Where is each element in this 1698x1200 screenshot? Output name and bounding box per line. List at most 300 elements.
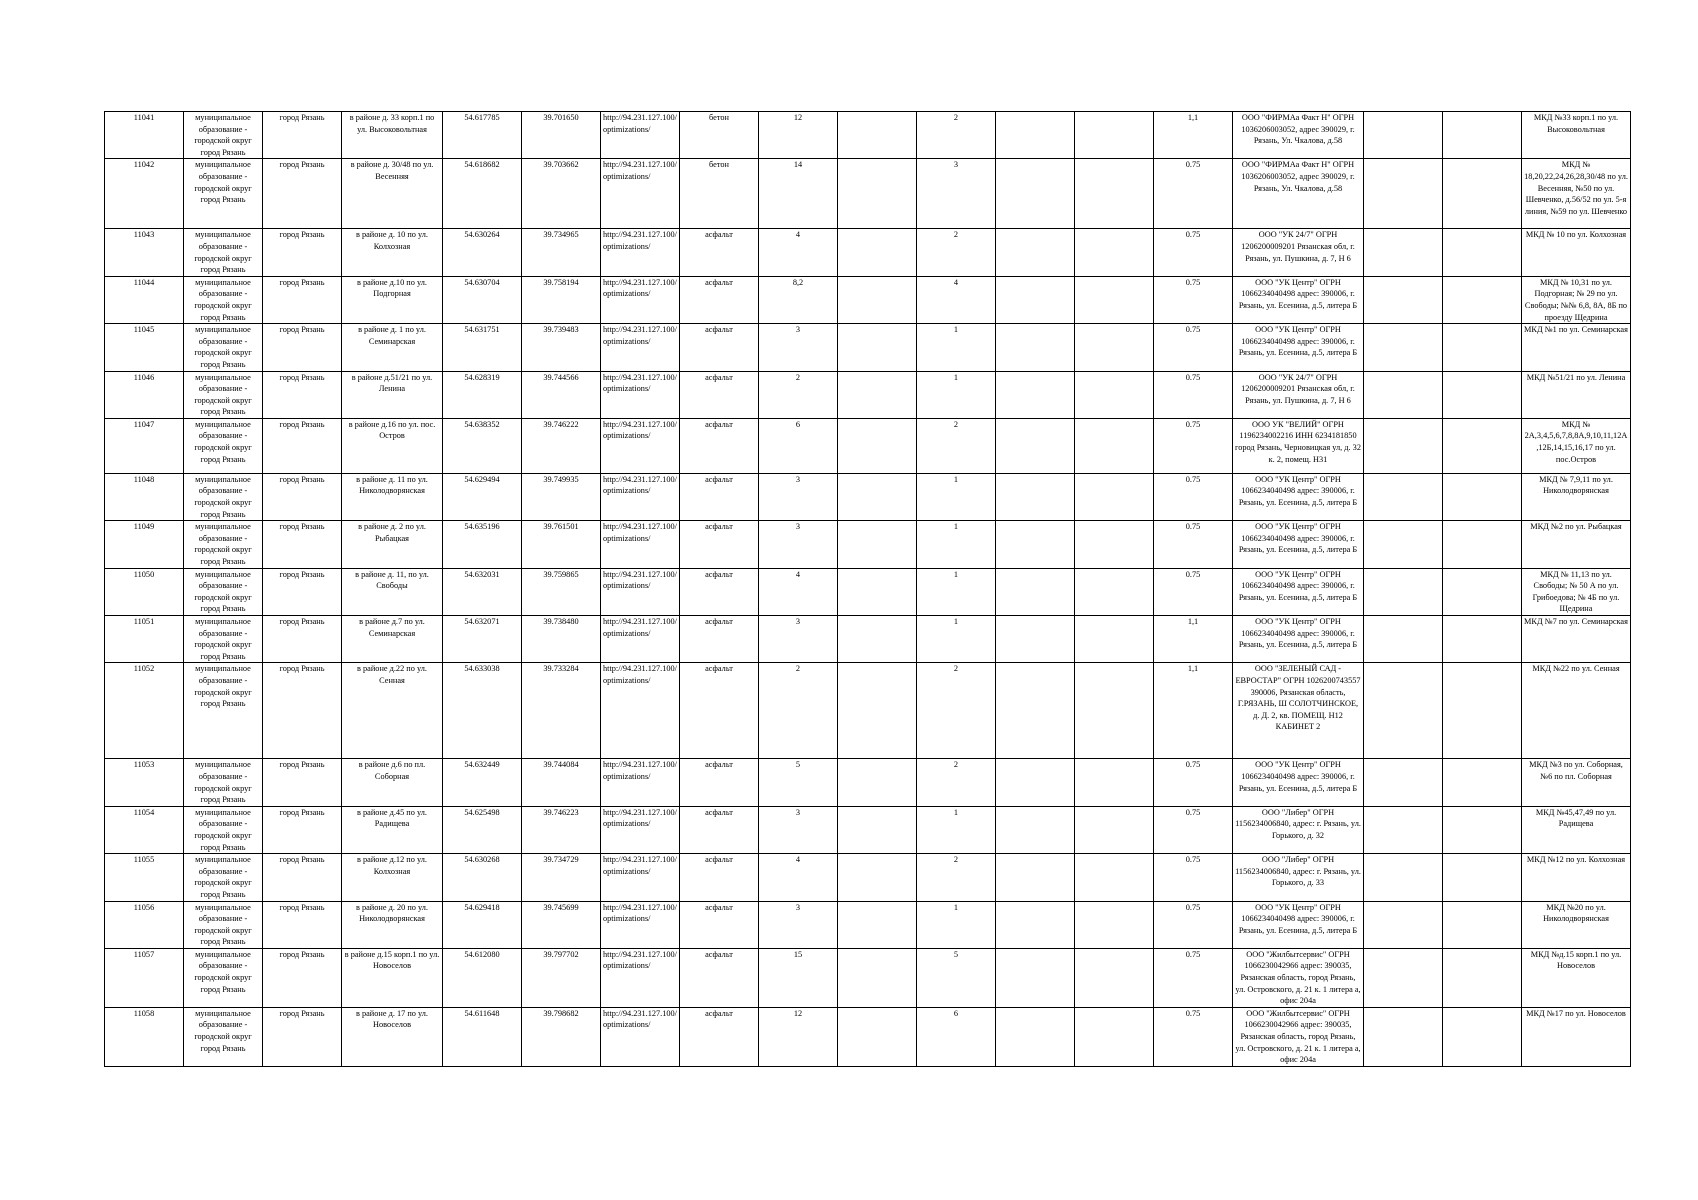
volume-cell: 0.75 — [1154, 521, 1233, 568]
url-cell: http://94.231.127.100/optimizations/ — [601, 473, 680, 520]
longitude-cell: 39.745699 — [522, 901, 601, 948]
area-cell: 3 — [759, 806, 838, 853]
volume-cell: 1,1 — [1154, 616, 1233, 663]
row-id: 11047 — [105, 418, 184, 473]
url-cell: http://94.231.127.100/optimizations/ — [601, 371, 680, 418]
empty-cell — [838, 948, 917, 1007]
city-cell: город Рязань — [263, 948, 342, 1007]
volume-cell: 0.75 — [1154, 276, 1233, 323]
latitude-cell: 54.632031 — [443, 568, 522, 615]
surface-cell: асфальт — [680, 521, 759, 568]
longitude-cell: 39.798682 — [522, 1007, 601, 1066]
empty-cell — [1364, 159, 1443, 229]
municipality-cell: муниципальное образование - городской округ город Рязань — [184, 663, 263, 759]
longitude-cell: 39.746223 — [522, 806, 601, 853]
mkd-cell: МКД №33 корп.1 по ул. Высоковольтная — [1522, 112, 1631, 159]
row-id: 11044 — [105, 276, 184, 323]
mkd-cell: МКД №д.15 корп.1 по ул. Новоселов — [1522, 948, 1631, 1007]
municipality-cell: муниципальное образование - городской округ город Рязань — [184, 276, 263, 323]
empty-cell — [1443, 473, 1522, 520]
empty-cell — [1075, 616, 1154, 663]
empty-cell — [838, 616, 917, 663]
empty-cell — [1443, 521, 1522, 568]
mkd-cell: МКД № 18,20,22,24,26,28,30/48 по ул. Весенняя, №50 по ул. Шевченко, д.56/52 по ул. 5-я линия, №59 по ул. Шевченко — [1522, 159, 1631, 229]
table-row — [105, 418, 1631, 473]
volume-cell: 0.75 — [1154, 159, 1233, 229]
city-cell: город Рязань — [263, 1007, 342, 1066]
empty-cell — [1364, 229, 1443, 276]
latitude-cell: 54.629418 — [443, 901, 522, 948]
count-cell: 2 — [917, 759, 996, 806]
empty-cell — [1364, 112, 1443, 159]
latitude-cell: 54.618682 — [443, 159, 522, 229]
organization-cell: ООО "УК Центр" ОГРН 1066234040498 адрес: 390006, г. Рязань, ул. Есенина, д.5, литера Б — [1233, 616, 1364, 663]
row-id: 11050 — [105, 568, 184, 615]
area-cell: 3 — [759, 324, 838, 371]
area-cell: 2 — [759, 371, 838, 418]
organization-cell: ООО "Жилбытсервис" ОГРН 1066230042966 адрес: 390035, Рязанская область, город Рязань, ул. Островского, д. 21 к. 1 литера а, офис 204а — [1233, 1007, 1364, 1066]
latitude-cell: 54.630264 — [443, 229, 522, 276]
organization-cell: ООО "Жилбытсервис" ОГРН 1066230042966 адрес: 390035, Рязанская область, город Рязань, ул. Островского, д. 21 к. 1 литера а, офис 204а — [1233, 948, 1364, 1007]
empty-cell — [1364, 854, 1443, 901]
empty-cell — [838, 568, 917, 615]
city-cell: город Рязань — [263, 759, 342, 806]
volume-cell: 0.75 — [1154, 371, 1233, 418]
count-cell: 2 — [917, 229, 996, 276]
organization-cell: ООО "Либер" ОГРН 1156234006840, адрес: г. Рязань, ул. Горького, д. 32 — [1233, 806, 1364, 853]
volume-cell: 1,1 — [1154, 663, 1233, 759]
surface-cell: асфальт — [680, 948, 759, 1007]
address-cell: в районе д. 1 по ул. Семинарская — [342, 324, 443, 371]
city-cell: город Рязань — [263, 276, 342, 323]
row-id: 11045 — [105, 324, 184, 371]
empty-cell — [1443, 418, 1522, 473]
empty-cell — [1364, 759, 1443, 806]
volume-cell: 0.75 — [1154, 806, 1233, 853]
table-row — [105, 159, 1631, 229]
city-cell: город Рязань — [263, 371, 342, 418]
empty-cell — [996, 324, 1075, 371]
surface-cell: асфальт — [680, 371, 759, 418]
empty-cell — [1443, 159, 1522, 229]
latitude-cell: 54.635196 — [443, 521, 522, 568]
surface-cell: бетон — [680, 112, 759, 159]
row-id: 11056 — [105, 901, 184, 948]
surface-cell: асфальт — [680, 418, 759, 473]
empty-cell — [838, 324, 917, 371]
volume-cell: 0.75 — [1154, 324, 1233, 371]
empty-cell — [1443, 1007, 1522, 1066]
address-cell: в районе д. 10 по ул. Колхозная — [342, 229, 443, 276]
empty-cell — [1443, 759, 1522, 806]
organization-cell: ООО "ЗЕЛЕНЫЙ САД - ЕВРОСТАР" ОГРН 1026200743557 390006, Рязанская область, Г.РЯЗАНЬ, Ш СОЛОТЧИНСКОЕ, д. Д. 2, кв. ПОМЕЩ. Н12 КАБИНЕТ 2 — [1233, 663, 1364, 759]
municipality-cell: муниципальное образование - городской округ город Рязань — [184, 473, 263, 520]
empty-cell — [996, 901, 1075, 948]
area-cell: 2 — [759, 663, 838, 759]
area-cell: 3 — [759, 901, 838, 948]
latitude-cell: 54.611648 — [443, 1007, 522, 1066]
surface-cell: асфальт — [680, 806, 759, 853]
url-cell: http://94.231.127.100/optimizations/ — [601, 521, 680, 568]
url-cell: http://94.231.127.100/optimizations/ — [601, 418, 680, 473]
empty-cell — [1075, 663, 1154, 759]
volume-cell: 0.75 — [1154, 568, 1233, 615]
longitude-cell: 39.797702 — [522, 948, 601, 1007]
count-cell: 1 — [917, 806, 996, 853]
address-cell: в районе д.51/21 по ул. Ленина — [342, 371, 443, 418]
empty-cell — [1364, 1007, 1443, 1066]
empty-cell — [838, 418, 917, 473]
url-cell: http://94.231.127.100/optimizations/ — [601, 948, 680, 1007]
area-cell: 15 — [759, 948, 838, 1007]
count-cell: 2 — [917, 418, 996, 473]
organization-cell: ООО "УК Центр" ОГРН 1066234040498 адрес: 390006, г. Рязань, ул. Есенина, д.5, литера Б — [1233, 276, 1364, 323]
url-cell: http://94.231.127.100/optimizations/ — [601, 324, 680, 371]
count-cell: 6 — [917, 1007, 996, 1066]
row-id: 11055 — [105, 854, 184, 901]
table-row — [105, 616, 1631, 663]
volume-cell: 0.75 — [1154, 948, 1233, 1007]
url-cell: http://94.231.127.100/optimizations/ — [601, 854, 680, 901]
row-id: 11054 — [105, 806, 184, 853]
address-cell: в районе д.12 по ул. Колхозная — [342, 854, 443, 901]
surface-cell: асфальт — [680, 324, 759, 371]
table-body — [105, 112, 1631, 1067]
row-id: 11051 — [105, 616, 184, 663]
organization-cell: ООО "УК 24/7" ОГРН 1206200009201 Рязанская обл, г. Рязань, ул. Пушкина, д. 7, Н 6 — [1233, 229, 1364, 276]
area-cell: 4 — [759, 854, 838, 901]
municipality-cell: муниципальное образование - городской округ город Рязань — [184, 159, 263, 229]
url-cell: http://94.231.127.100/optimizations/ — [601, 159, 680, 229]
empty-cell — [996, 759, 1075, 806]
organization-cell: ООО "ФИРМАа Факт Н" ОГРН 1036206003052, адрес 390029, г. Рязань, Ул. Чкалова, д.58 — [1233, 159, 1364, 229]
municipality-cell: муниципальное образование - городской округ город Рязань — [184, 568, 263, 615]
empty-cell — [1075, 1007, 1154, 1066]
empty-cell — [1075, 371, 1154, 418]
empty-cell — [838, 854, 917, 901]
organization-cell: ООО "УК Центр" ОГРН 1066234040498 адрес: 390006, г. Рязань, ул. Есенина, д.5, литера Б — [1233, 324, 1364, 371]
mkd-cell: МКД №3 по ул. Соборная, №6 по пл. Соборная — [1522, 759, 1631, 806]
city-cell: город Рязань — [263, 806, 342, 853]
empty-cell — [1364, 521, 1443, 568]
city-cell: город Рязань — [263, 473, 342, 520]
empty-cell — [996, 159, 1075, 229]
table-row — [105, 759, 1631, 806]
empty-cell — [1075, 276, 1154, 323]
area-cell: 3 — [759, 521, 838, 568]
count-cell: 1 — [917, 371, 996, 418]
municipality-cell: муниципальное образование - городской округ город Рязань — [184, 112, 263, 159]
surface-cell: асфальт — [680, 1007, 759, 1066]
city-cell: город Рязань — [263, 663, 342, 759]
empty-cell — [1443, 229, 1522, 276]
empty-cell — [996, 473, 1075, 520]
organization-cell: ООО "УК Центр" ОГРН 1066234040498 адрес: 390006, г. Рязань, ул. Есенина, д.5, литера Б — [1233, 568, 1364, 615]
mkd-cell: МКД №45,47,49 по ул. Радищева — [1522, 806, 1631, 853]
organization-cell: ООО "УК Центр" ОГРН 1066234040498 адрес: 390006, г. Рязань, ул. Есенина, д.5, литера Б — [1233, 759, 1364, 806]
empty-cell — [1075, 324, 1154, 371]
municipality-cell: муниципальное образование - городской округ город Рязань — [184, 854, 263, 901]
city-cell: город Рязань — [263, 521, 342, 568]
mkd-cell: МКД №7 по ул. Семинарская — [1522, 616, 1631, 663]
volume-cell: 0.75 — [1154, 229, 1233, 276]
count-cell: 1 — [917, 901, 996, 948]
latitude-cell: 54.632071 — [443, 616, 522, 663]
empty-cell — [1075, 759, 1154, 806]
empty-cell — [996, 418, 1075, 473]
municipality-cell: муниципальное образование - городской округ город Рязань — [184, 418, 263, 473]
area-cell: 12 — [759, 1007, 838, 1066]
empty-cell — [1075, 229, 1154, 276]
empty-cell — [996, 948, 1075, 1007]
count-cell: 1 — [917, 473, 996, 520]
empty-cell — [1364, 371, 1443, 418]
empty-cell — [1075, 948, 1154, 1007]
count-cell: 3 — [917, 159, 996, 229]
surface-cell: асфальт — [680, 901, 759, 948]
municipality-cell: муниципальное образование - городской округ город Рязань — [184, 229, 263, 276]
longitude-cell: 39.739483 — [522, 324, 601, 371]
empty-cell — [1075, 806, 1154, 853]
latitude-cell: 54.633038 — [443, 663, 522, 759]
count-cell: 1 — [917, 521, 996, 568]
longitude-cell: 39.733284 — [522, 663, 601, 759]
url-cell: http://94.231.127.100/optimizations/ — [601, 663, 680, 759]
row-id: 11041 — [105, 112, 184, 159]
longitude-cell: 39.744084 — [522, 759, 601, 806]
row-id: 11042 — [105, 159, 184, 229]
city-cell: город Рязань — [263, 854, 342, 901]
surface-cell: асфальт — [680, 229, 759, 276]
mkd-cell: МКД №51/21 по ул. Ленина — [1522, 371, 1631, 418]
empty-cell — [838, 112, 917, 159]
mkd-cell: МКД №1 по ул. Семинарская — [1522, 324, 1631, 371]
latitude-cell: 54.617785 — [443, 112, 522, 159]
city-cell: город Рязань — [263, 159, 342, 229]
city-cell: город Рязань — [263, 229, 342, 276]
municipality-cell: муниципальное образование - городской округ город Рязань — [184, 806, 263, 853]
table-row — [105, 948, 1631, 1007]
row-id: 11046 — [105, 371, 184, 418]
empty-cell — [838, 276, 917, 323]
volume-cell: 0.75 — [1154, 759, 1233, 806]
empty-cell — [1075, 112, 1154, 159]
empty-cell — [1443, 568, 1522, 615]
url-cell: http://94.231.127.100/optimizations/ — [601, 806, 680, 853]
empty-cell — [838, 371, 917, 418]
address-cell: в районе д. 11, по ул. Свободы — [342, 568, 443, 615]
surface-cell: асфальт — [680, 663, 759, 759]
area-cell: 8,2 — [759, 276, 838, 323]
area-cell: 4 — [759, 229, 838, 276]
empty-cell — [996, 112, 1075, 159]
mkd-cell: МКД № 2А,3,4,5,6,7,8,8А,9,10,11,12А,12Б,14,15,16,17 по ул. пос.Остров — [1522, 418, 1631, 473]
count-cell: 2 — [917, 854, 996, 901]
mkd-cell: МКД №20 по ул. Николодворянская — [1522, 901, 1631, 948]
longitude-cell: 39.744566 — [522, 371, 601, 418]
empty-cell — [1443, 948, 1522, 1007]
empty-cell — [1364, 901, 1443, 948]
municipality-cell: муниципальное образование - городской округ город Рязань — [184, 901, 263, 948]
row-id: 11052 — [105, 663, 184, 759]
longitude-cell: 39.734729 — [522, 854, 601, 901]
mkd-cell: МКД №2 по ул. Рыбацкая — [1522, 521, 1631, 568]
surface-cell: асфальт — [680, 473, 759, 520]
mkd-cell: МКД №17 по ул. Новоселов — [1522, 1007, 1631, 1066]
address-cell: в районе д. 33 корп.1 по ул. Высоковольтная — [342, 112, 443, 159]
table-row — [105, 806, 1631, 853]
empty-cell — [996, 663, 1075, 759]
area-cell: 14 — [759, 159, 838, 229]
area-cell: 12 — [759, 112, 838, 159]
empty-cell — [1364, 806, 1443, 853]
latitude-cell: 54.638352 — [443, 418, 522, 473]
empty-cell — [996, 568, 1075, 615]
organization-cell: ООО "УК Центр" ОГРН 1066234040498 адрес: 390006, г. Рязань, ул. Есенина, д.5, литера Б — [1233, 901, 1364, 948]
url-cell: http://94.231.127.100/optimizations/ — [601, 901, 680, 948]
address-cell: в районе д. 11 по ул. Николодворянская — [342, 473, 443, 520]
address-cell: в районе д.10 по ул. Подгорная — [342, 276, 443, 323]
empty-cell — [838, 663, 917, 759]
empty-cell — [1364, 616, 1443, 663]
url-cell: http://94.231.127.100/optimizations/ — [601, 229, 680, 276]
surface-cell: асфальт — [680, 276, 759, 323]
longitude-cell: 39.746222 — [522, 418, 601, 473]
table-row — [105, 371, 1631, 418]
row-id: 11057 — [105, 948, 184, 1007]
count-cell: 5 — [917, 948, 996, 1007]
empty-cell — [996, 806, 1075, 853]
area-cell: 5 — [759, 759, 838, 806]
empty-cell — [838, 229, 917, 276]
organization-cell: ООО "УК Центр" ОГРН 1066234040498 адрес: 390006, г. Рязань, ул. Есенина, д.5, литера Б — [1233, 473, 1364, 520]
mkd-cell: МКД № 7,9,11 по ул. Николодворянская — [1522, 473, 1631, 520]
address-cell: в районе д. 17 по ул. Новоселов — [342, 1007, 443, 1066]
table-row — [105, 112, 1631, 159]
address-cell: в районе д. 20 по ул. Николодворянская — [342, 901, 443, 948]
address-cell: в районе д.7 по ул. Семинарская — [342, 616, 443, 663]
empty-cell — [838, 473, 917, 520]
empty-cell — [1443, 663, 1522, 759]
empty-cell — [996, 854, 1075, 901]
table-row — [105, 1007, 1631, 1066]
city-cell: город Рязань — [263, 901, 342, 948]
table-row — [105, 229, 1631, 276]
empty-cell — [1443, 901, 1522, 948]
empty-cell — [1364, 276, 1443, 323]
address-cell: в районе д.6 по пл. Соборная — [342, 759, 443, 806]
volume-cell: 0.75 — [1154, 473, 1233, 520]
count-cell: 2 — [917, 112, 996, 159]
url-cell: http://94.231.127.100/optimizations/ — [601, 1007, 680, 1066]
volume-cell: 0.75 — [1154, 1007, 1233, 1066]
surface-cell: асфальт — [680, 759, 759, 806]
count-cell: 1 — [917, 324, 996, 371]
longitude-cell: 39.759865 — [522, 568, 601, 615]
area-cell: 3 — [759, 616, 838, 663]
empty-cell — [996, 371, 1075, 418]
longitude-cell: 39.761501 — [522, 521, 601, 568]
empty-cell — [1443, 616, 1522, 663]
latitude-cell: 54.625498 — [443, 806, 522, 853]
empty-cell — [1364, 663, 1443, 759]
empty-cell — [838, 901, 917, 948]
register-table — [104, 111, 1631, 1067]
table-row — [105, 276, 1631, 323]
url-cell: http://94.231.127.100/optimizations/ — [601, 568, 680, 615]
volume-cell: 0.75 — [1154, 854, 1233, 901]
volume-cell: 1,1 — [1154, 112, 1233, 159]
address-cell: в районе д.22 по ул. Сенная — [342, 663, 443, 759]
empty-cell — [1364, 948, 1443, 1007]
address-cell: в районе д.45 по ул. Радищева — [342, 806, 443, 853]
empty-cell — [1443, 806, 1522, 853]
latitude-cell: 54.628319 — [443, 371, 522, 418]
empty-cell — [1364, 418, 1443, 473]
longitude-cell: 39.738480 — [522, 616, 601, 663]
empty-cell — [838, 159, 917, 229]
organization-cell: ООО "ФИРМАа Факт Н" ОГРН 1036206003052, адрес 390029, г. Рязань, Ул. Чкалова, д.58 — [1233, 112, 1364, 159]
surface-cell: бетон — [680, 159, 759, 229]
municipality-cell: муниципальное образование - городской округ город Рязань — [184, 759, 263, 806]
municipality-cell: муниципальное образование - городской округ город Рязань — [184, 521, 263, 568]
empty-cell — [1443, 276, 1522, 323]
latitude-cell: 54.632449 — [443, 759, 522, 806]
latitude-cell: 54.612080 — [443, 948, 522, 1007]
mkd-cell: МКД № 10 по ул. Колхозная — [1522, 229, 1631, 276]
latitude-cell: 54.630704 — [443, 276, 522, 323]
empty-cell — [1443, 854, 1522, 901]
municipality-cell: муниципальное образование - городской округ город Рязань — [184, 948, 263, 1007]
organization-cell: ООО "УК 24/7" ОГРН 1206200009201 Рязанская обл, г. Рязань, ул. Пушкина, д. 7, Н 6 — [1233, 371, 1364, 418]
empty-cell — [838, 521, 917, 568]
url-cell: http://94.231.127.100/optimizations/ — [601, 112, 680, 159]
city-cell: город Рязань — [263, 568, 342, 615]
table-row — [105, 324, 1631, 371]
city-cell: город Рязань — [263, 418, 342, 473]
row-id: 11043 — [105, 229, 184, 276]
longitude-cell: 39.749935 — [522, 473, 601, 520]
row-id: 11048 — [105, 473, 184, 520]
empty-cell — [996, 1007, 1075, 1066]
latitude-cell: 54.630268 — [443, 854, 522, 901]
empty-cell — [1364, 568, 1443, 615]
empty-cell — [1443, 324, 1522, 371]
table-row — [105, 521, 1631, 568]
surface-cell: асфальт — [680, 568, 759, 615]
latitude-cell: 54.629494 — [443, 473, 522, 520]
city-cell: город Рязань — [263, 112, 342, 159]
table-row — [105, 473, 1631, 520]
empty-cell — [996, 229, 1075, 276]
address-cell: в районе д. 2 по ул. Рыбацкая — [342, 521, 443, 568]
empty-cell — [838, 759, 917, 806]
longitude-cell: 39.758194 — [522, 276, 601, 323]
url-cell: http://94.231.127.100/optimizations/ — [601, 759, 680, 806]
row-id: 11053 — [105, 759, 184, 806]
count-cell: 1 — [917, 616, 996, 663]
surface-cell: асфальт — [680, 616, 759, 663]
empty-cell — [1075, 418, 1154, 473]
empty-cell — [1075, 901, 1154, 948]
volume-cell: 0.75 — [1154, 901, 1233, 948]
area-cell: 3 — [759, 473, 838, 520]
municipality-cell: муниципальное образование - городской округ город Рязань — [184, 616, 263, 663]
organization-cell: ООО "УК Центр" ОГРН 1066234040498 адрес: 390006, г. Рязань, ул. Есенина, д.5, литера Б — [1233, 521, 1364, 568]
empty-cell — [838, 806, 917, 853]
empty-cell — [1075, 521, 1154, 568]
count-cell: 4 — [917, 276, 996, 323]
